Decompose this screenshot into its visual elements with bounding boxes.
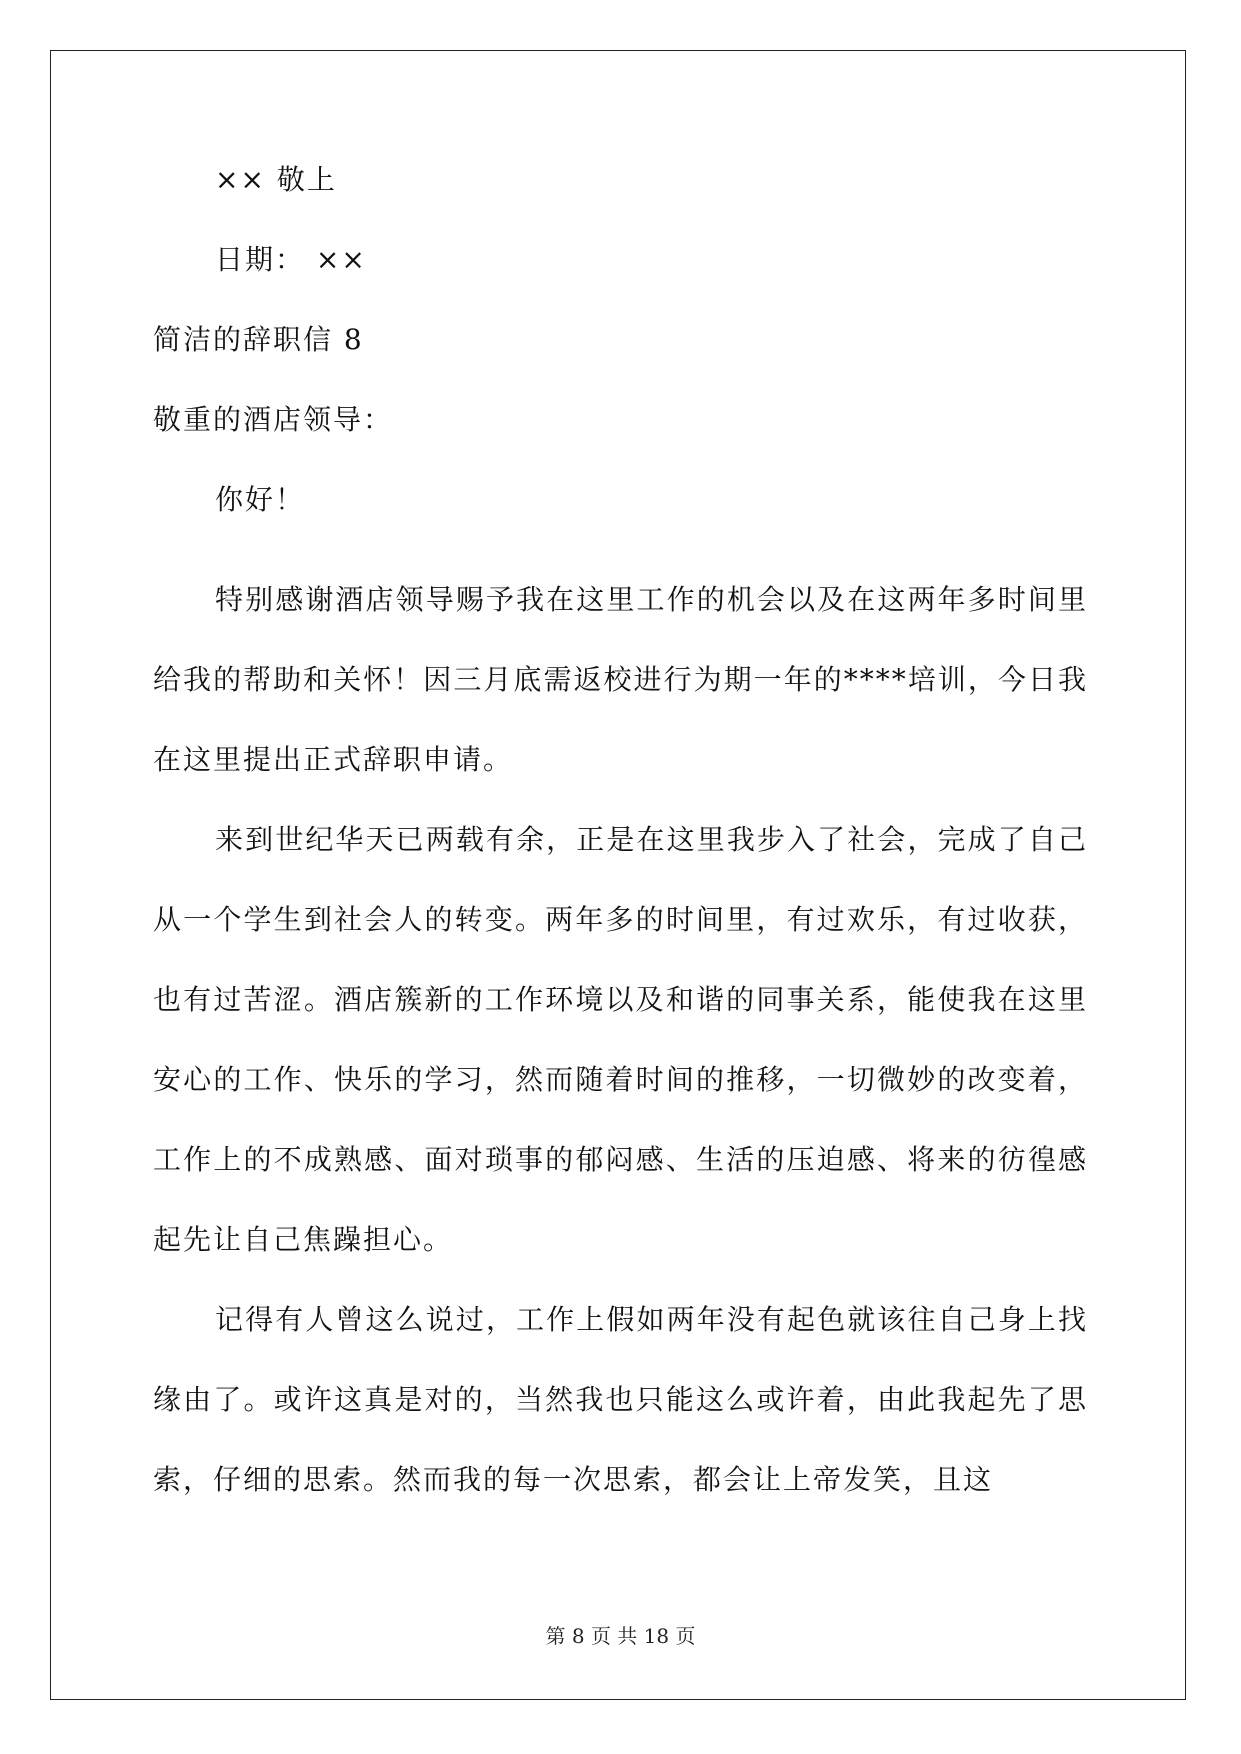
signature-line: ×× 敬上 (215, 163, 337, 196)
greeting: 你好！ (215, 483, 306, 516)
letter-heading: 简洁的辞职信 8 (153, 323, 364, 356)
paragraph: 记得有人曾这么说过，工作上假如两年没有起色就该往自己身上找缘由了。或许这真是对的，当然我也只能这么或许着，由此我起先了思索，仔细的思索。然而我的每一次思索，都会让上帝发笑，且这 (153, 1303, 1088, 1496)
letter-body (153, 160, 1088, 1520)
paragraph: 来到世纪华天已两载有余，正是在这里我步入了社会，完成了自己从一个学生到社会人的转变。两年多的时间里，有过欢乐，有过收获，也有过苦涩。酒店簇新的工作环境以及和谐的同事关系，能使我在这里安心的工作、快乐的学习，然而随着时间的推移，一切微妙的改变着，工作上的不成熟感、面对琐事的郁闷感、生活的压迫感、将来的彷徨感起先让自己焦躁担心。 (153, 823, 1088, 1256)
page-footer: 第 8 页 共 18 页 (545, 1624, 696, 1648)
date-line: 日期： ×× (215, 243, 367, 276)
paragraph: 特别感谢酒店领导赐予我在这里工作的机会以及在这两年多时间里给我的帮助和关怀！因三月底需返校进行为期一年的****培训，今日我在这里提出正式辞职申请。 (153, 583, 1088, 776)
salutation: 敬重的酒店领导： (153, 403, 394, 436)
